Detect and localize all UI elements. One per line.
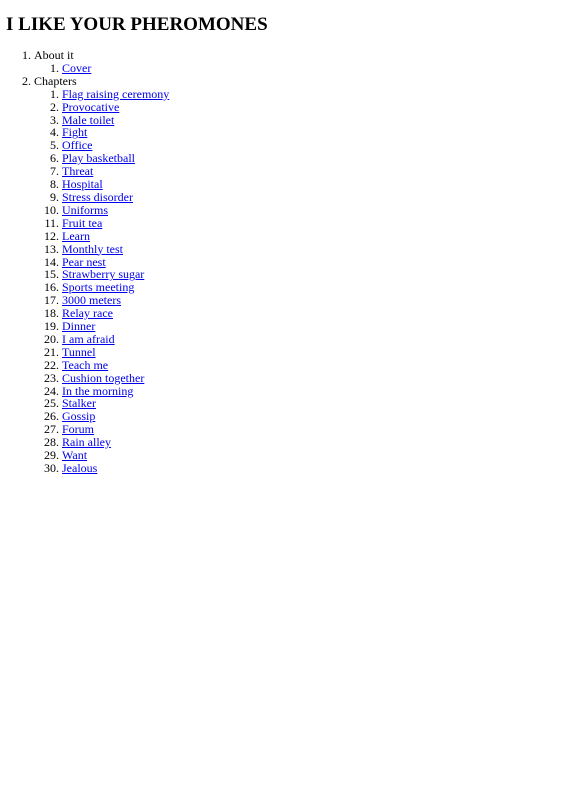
toc-item: [62, 152, 566, 165]
toc-item: [62, 410, 566, 423]
toc-item: [62, 449, 566, 462]
toc-link[interactable]: Threat: [62, 164, 94, 179]
toc-item: [62, 307, 566, 320]
toc-item: [62, 243, 566, 256]
toc-item: [62, 333, 566, 346]
toc-item: [62, 462, 566, 475]
toc-link[interactable]: Sports meeting: [62, 280, 135, 295]
toc-link[interactable]: Hospital: [62, 177, 103, 192]
toc-link[interactable]: Stalker: [62, 396, 96, 411]
toc-link[interactable]: Learn: [62, 228, 90, 243]
toc-item: [62, 372, 566, 385]
toc-link[interactable]: Uniforms: [62, 202, 108, 217]
toc-item: [62, 294, 566, 307]
toc-item: [62, 88, 566, 101]
toc-link[interactable]: Tunnel: [62, 344, 96, 359]
toc-section-label: About it: [34, 48, 74, 62]
toc-item: [62, 165, 566, 178]
toc-link[interactable]: Play basketball: [62, 151, 135, 166]
toc-link[interactable]: Provocative: [62, 99, 120, 114]
toc-section: [34, 49, 566, 75]
toc-link[interactable]: Fruit tea: [62, 215, 103, 230]
toc-item: [62, 191, 566, 204]
toc-item: [62, 217, 566, 230]
toc-link[interactable]: Relay race: [62, 306, 113, 321]
toc-item: [62, 423, 566, 436]
toc-section: [34, 75, 566, 475]
toc-link[interactable]: Flag raising ceremony: [62, 86, 170, 101]
toc-section-label: Chapters: [34, 73, 77, 88]
toc-link[interactable]: Gossip: [62, 409, 96, 424]
toc-link[interactable]: Cover: [62, 60, 92, 75]
toc-item: [62, 204, 566, 217]
toc-item: [62, 281, 566, 294]
toc-link[interactable]: Monthly test: [62, 241, 124, 256]
toc-link[interactable]: Cushion together: [62, 370, 145, 385]
toc-item: [62, 139, 566, 152]
toc-link[interactable]: Jealous: [62, 461, 98, 475]
toc-link[interactable]: In the morning: [62, 383, 134, 398]
toc-item: [62, 320, 566, 333]
toc-item: [62, 346, 566, 359]
toc-link[interactable]: Male toilet: [62, 112, 115, 127]
toc-link[interactable]: 3000 meters: [62, 293, 121, 308]
page-title: I LIKE YOUR PHEROMONES: [6, 14, 268, 35]
toc-item: [62, 385, 566, 398]
toc-item: [62, 268, 566, 281]
toc-link[interactable]: Want: [62, 448, 88, 463]
toc-link[interactable]: Rain alley: [62, 435, 111, 450]
toc-link[interactable]: Stress disorder: [62, 189, 133, 204]
toc-link[interactable]: Dinner: [62, 319, 96, 334]
toc-item: [62, 62, 566, 75]
toc-item: [62, 436, 566, 449]
table-of-contents: [6, 49, 566, 475]
toc-item: [62, 101, 566, 114]
toc-link[interactable]: Pear nest: [62, 254, 106, 269]
toc-sublist: [34, 62, 566, 75]
toc-link[interactable]: Forum: [62, 422, 95, 437]
toc-item: [62, 397, 566, 410]
toc-link[interactable]: I am afraid: [62, 331, 115, 346]
toc-item: [62, 114, 566, 127]
toc-link[interactable]: Teach me: [62, 357, 109, 372]
toc-link[interactable]: Fight: [62, 125, 88, 140]
toc-item: [62, 126, 566, 139]
toc-item: [62, 230, 566, 243]
toc-item: [62, 178, 566, 191]
toc-link[interactable]: Office: [62, 138, 93, 153]
toc-link[interactable]: Strawberry sugar: [62, 267, 145, 282]
toc-sublist: [34, 88, 566, 475]
